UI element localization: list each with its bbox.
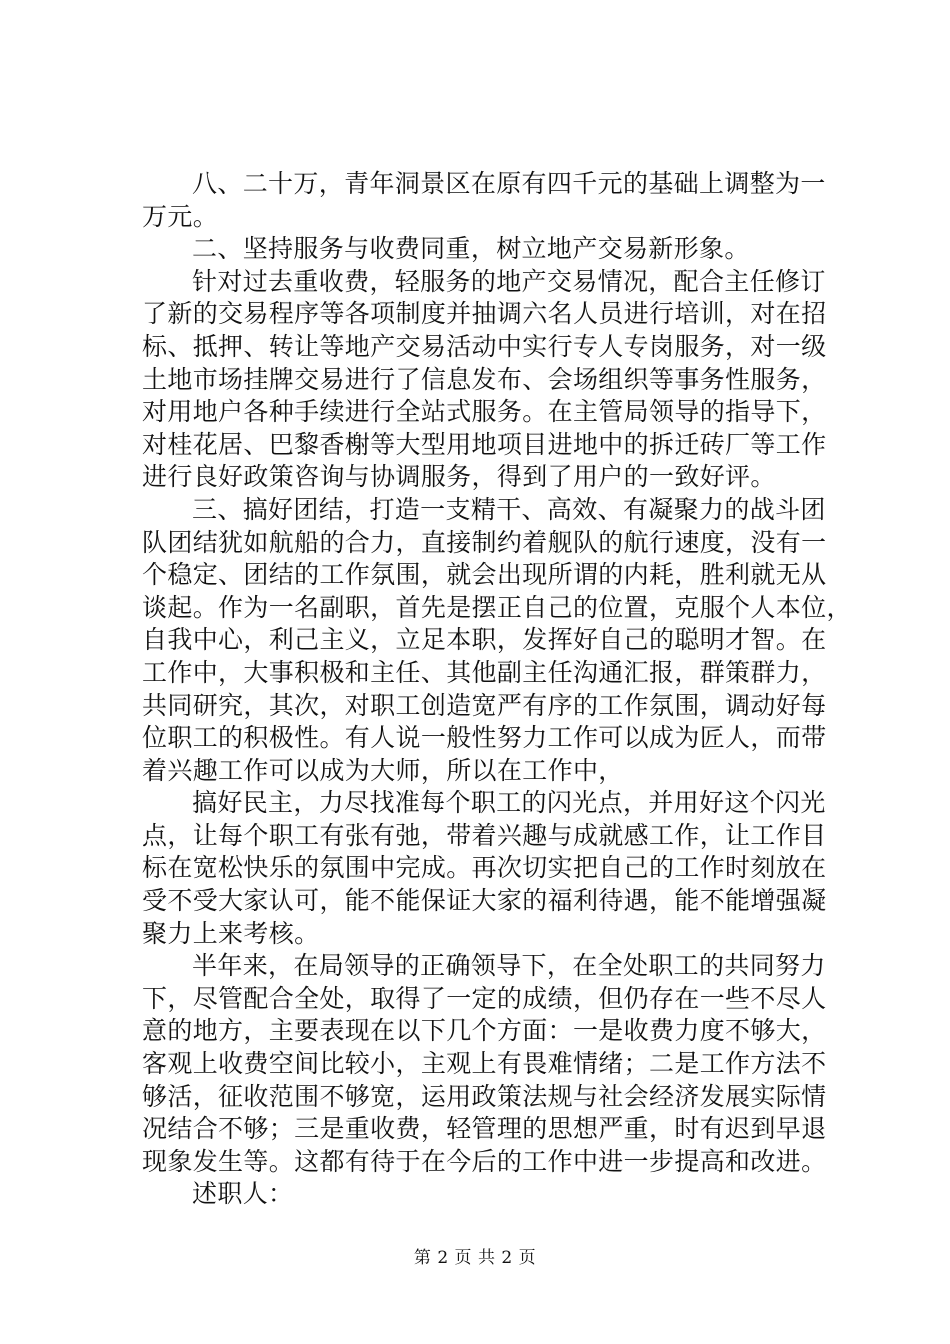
page-footer [0, 1243, 950, 1268]
text-line: 八、二十万，青年洞景区在原有四千元的基础上调整为一 [192, 169, 826, 198]
text-line: 土地市场挂牌交易进行了信息发布、会场组织等事务性服务， [142, 364, 827, 394]
text-line: 对桂花居、巴黎香榭等大型用地项目进地中的拆迁砖厂等工作 [142, 429, 827, 459]
text-line: 进行良好政策咨询与协调服务，得到了用户的一致好评。 [142, 462, 776, 492]
text-line: 针对过去重收费，轻服务的地产交易情况，配合主任修订 [192, 266, 826, 296]
text-line: 二、坚持服务与收费同重，树立地产交易新形象。 [192, 234, 750, 264]
text-line: 半年来，在局领导的正确领导下，在全处职工的共同努力 [192, 951, 826, 981]
text-line: 三、搞好团结，打造一支精干、高效、有凝聚力的战斗团 [192, 494, 826, 524]
text-line: 万元。 [142, 201, 219, 231]
text-line: 客观上收费空间比较小，主观上有畏难情绪；二是工作方法不 [142, 1049, 827, 1079]
text-line: 对用地户各种手续进行全站式服务。在主管局领导的指导下， [142, 397, 827, 427]
text-line: 搞好民主，力尽找准每个职工的闪光点，并用好这个闪光 [192, 788, 826, 818]
text-line: 标在宽松快乐的氛围中完成。再次切实把自己的工作时刻放在 [142, 853, 827, 883]
text-line: 下，尽管配合全处，取得了一定的成绩，但仍存在一些不尽人 [142, 983, 827, 1013]
text-line: 共同研究，其次，对职工创造宽严有序的工作氛围，调动好每 [142, 690, 827, 720]
document-body [142, 168, 852, 1211]
text-line: 意的地方，主要表现在以下几个方面：一是收费力度不够大， [142, 1016, 827, 1046]
text-line: 位职工的积极性。有人说一般性努力工作可以成为匠人，而带 [142, 723, 827, 753]
text-line: 谈起。作为一名副职，首先是摆正自己的位置，克服个人本位， [142, 592, 852, 622]
text-line: 聚力上来考核。 [142, 918, 320, 948]
text-line: 够活，征收范围不够宽，运用政策法规与社会经济发展实际情 [142, 1081, 827, 1111]
text-line: 况结合不够；三是重收费，轻管理的思想严重，时有迟到早退 [142, 1114, 827, 1144]
text-line: 述职人： [192, 1179, 294, 1209]
text-line: 着兴趣工作可以成为大师，所以在工作中， [142, 755, 624, 785]
text-line: 点，让每个职工有张有弛，带着兴趣与成就感工作，让工作目 [142, 820, 827, 850]
text-line: 了新的交易程序等各项制度并抽调六名人员进行培训，对在招 [142, 299, 827, 329]
page-number-label: 第 2 页 共 2 页 [413, 1248, 537, 1268]
text-line: 队团结犹如航船的合力，直接制约着舰队的航行速度，没有一 [142, 527, 827, 557]
text-line: 自我中心，利己主义，立足本职，发挥好自己的聪明才智。在 [142, 625, 827, 655]
text-line: 工作中，大事积极和主任、其他副主任沟通汇报，群策群力， [142, 657, 827, 687]
text-line: 受不受大家认可，能不能保证大家的福利待遇，能不能增强凝 [142, 886, 827, 916]
text-line: 标、抵押、转让等地产交易活动中实行专人专岗服务，对一级 [142, 331, 827, 361]
text-line: 个稳定、团结的工作氛围，就会出现所谓的内耗，胜利就无从 [142, 560, 827, 590]
text-line: 现象发生等。这都有待于在今后的工作中进一步提高和改进。 [142, 1146, 827, 1176]
